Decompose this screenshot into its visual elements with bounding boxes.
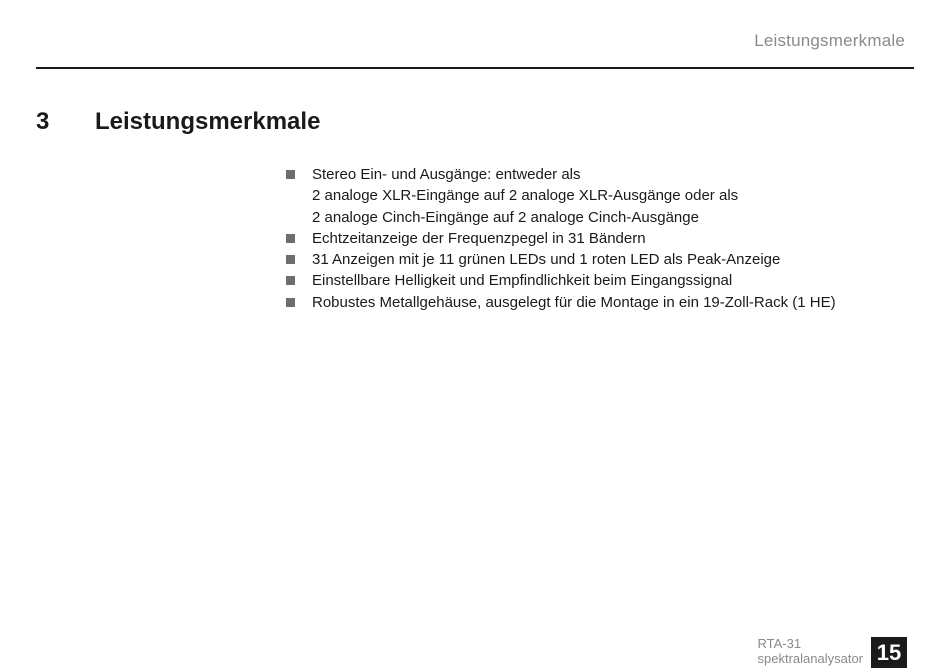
- list-item: [286, 292, 836, 313]
- section-number: 3: [36, 108, 50, 135]
- list-item-line: Echtzeitanzeige der Frequenzpegel in 31 Bändern: [312, 229, 646, 247]
- footer-product-info: [758, 636, 864, 666]
- list-item: [286, 270, 836, 291]
- square-bullet-icon: [286, 298, 295, 307]
- running-header: Leistungsmerkmale: [754, 31, 905, 50]
- list-item-line: Einstellbare Helligkeit und Empfindlichkeit beim Eingangssignal: [312, 272, 733, 290]
- list-item-line: Stereo Ein- und Ausgänge: entweder als: [312, 166, 581, 183]
- section-title: Leistungsmerkmale: [95, 108, 321, 135]
- square-bullet-icon: [286, 170, 295, 179]
- list-item-line: 2 analoge XLR-Eingänge auf 2 analoge XLR-Ausgänge oder als: [312, 187, 739, 205]
- footer-model-name: RTA-31: [757, 636, 802, 651]
- list-item: [286, 164, 836, 228]
- list-item-line: 2 analoge Cinch-Eingänge auf 2 analoge Cinch-Ausgänge: [312, 208, 699, 226]
- list-item: [286, 249, 836, 270]
- list-item-line: Robustes Metallgehäuse, ausgelegt für die Montage in ein 19-Zoll-Rack (1 HE): [312, 293, 836, 311]
- header-rule: [36, 67, 914, 69]
- square-bullet-icon: [286, 276, 295, 285]
- feature-list: [286, 164, 836, 313]
- list-item: [286, 228, 836, 249]
- footer-product-type: spektralanalysator: [757, 651, 863, 666]
- square-bullet-icon: [286, 255, 295, 264]
- page-number: 15: [871, 637, 907, 668]
- list-item-line: 31 Anzeigen mit je 11 grünen LEDs und 1 roten LED als Peak-Anzeige: [312, 251, 781, 269]
- square-bullet-icon: [286, 234, 295, 243]
